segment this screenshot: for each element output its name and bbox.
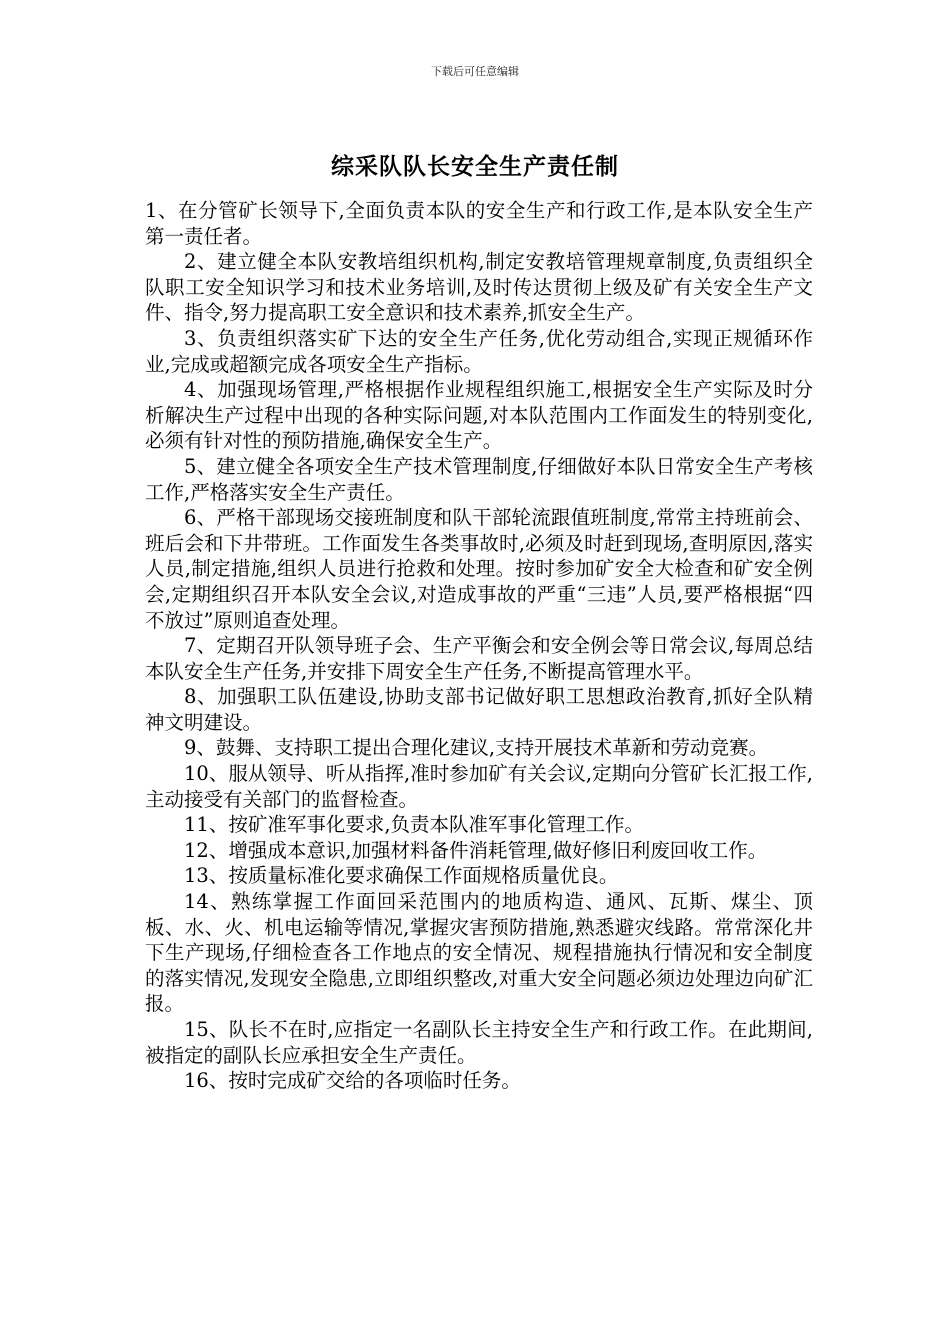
paragraph-1: 1、在分管矿长领导下,全面负责本队的安全生产和行政工作,是本队安全生产第一责任者。: [145, 199, 813, 248]
paragraph-10: 10、服从领导、听从指挥,准时参加矿有关会议,定期向分管矿长汇报工作,主动接受有关部门的监督检查。: [145, 762, 813, 811]
paragraph-8: 8、加强职工队伍建设,协助支部书记做好职工思想政治教育,抓好全队精神文明建设。: [145, 685, 813, 734]
paragraph-4: 4、加强现场管理,严格根据作业规程组织施工,根据安全生产实际及时分析解决生产过程中出现的各种实际问题,对本队范围内工作面发生的特别变化,必须有针对性的预防措施,确保安全生产。: [145, 378, 813, 453]
paragraph-7: 7、定期召开队领导班子会、生产平衡会和安全例会等日常会议,每周总结本队安全生产任务,并安排下周安全生产任务,不断提高管理水平。: [145, 634, 813, 683]
header-note: 下载后可任意编辑: [431, 65, 519, 78]
paragraph-13: 13、按质量标准化要求确保工作面规格质量优良。: [184, 864, 619, 888]
paragraph-15: 15、队长不在时,应指定一名副队长主持安全生产和行政工作。在此期间,被指定的副队长应承担安全生产责任。: [145, 1018, 813, 1067]
paragraph-16: 16、按时完成矿交给的各项临时任务。: [184, 1069, 521, 1093]
paragraph-6: 6、严格干部现场交接班制度和队干部轮流跟值班制度,常常主持班前会、班后会和下井带班。工作面发生各类事故时,必须及时赶到现场,查明原因,落实人员,制定措施,组织人员进行抢救和处理。按时参加矿安全大检查和矿安全例会,定期组织召开本队安全会议,对造成事故的严重“三违”人员,要严格根据“四不放过”原则追查处理。: [145, 506, 813, 632]
paragraph-12: 12、增强成本意识,加强材料备件消耗管理,做好修旧利废回收工作。: [184, 838, 768, 862]
paragraph-9: 9、鼓舞、支持职工提出合理化建议,支持开展技术革新和劳动竞赛。: [184, 736, 769, 760]
paragraph-11: 11、按矿准军事化要求,负责本队准军事化管理工作。: [184, 813, 645, 837]
paragraph-5: 5、建立健全各项安全生产技术管理制度,仔细做好本队日常安全生产考核工作,严格落实安全生产责任。: [145, 454, 813, 504]
document-body: [145, 198, 813, 1094]
paragraph-14: 14、熟练掌握工作面回采范围内的地质构造、通风、瓦斯、煤尘、顶板、水、火、机电运输等情况,掌握灾害预防措施,熟悉避灾线路。常常深化井下生产现场,仔细检查各工作地点的安全情况、规程措施执行情况和安全制度的落实情况,发现安全隐患,立即组织整改,对重大安全问题必须边处理边向矿汇报。: [145, 890, 813, 1016]
document-title: 综采队队长安全生产责任制: [331, 153, 619, 180]
paragraph-2: 2、建立健全本队安教培组织机构,制定安教培管理规章制度,负责组织全队职工安全知识学习和技术业务培训,及时传达贯彻上级及矿有关安全生产文件、指令,努力提高职工安全意识和技术素养,抓安全生产。: [145, 250, 813, 325]
paragraph-3: 3、负责组织落实矿下达的安全生产任务,优化劳动组合,实现正规循环作业,完成或超额完成各项安全生产指标。: [145, 326, 813, 376]
